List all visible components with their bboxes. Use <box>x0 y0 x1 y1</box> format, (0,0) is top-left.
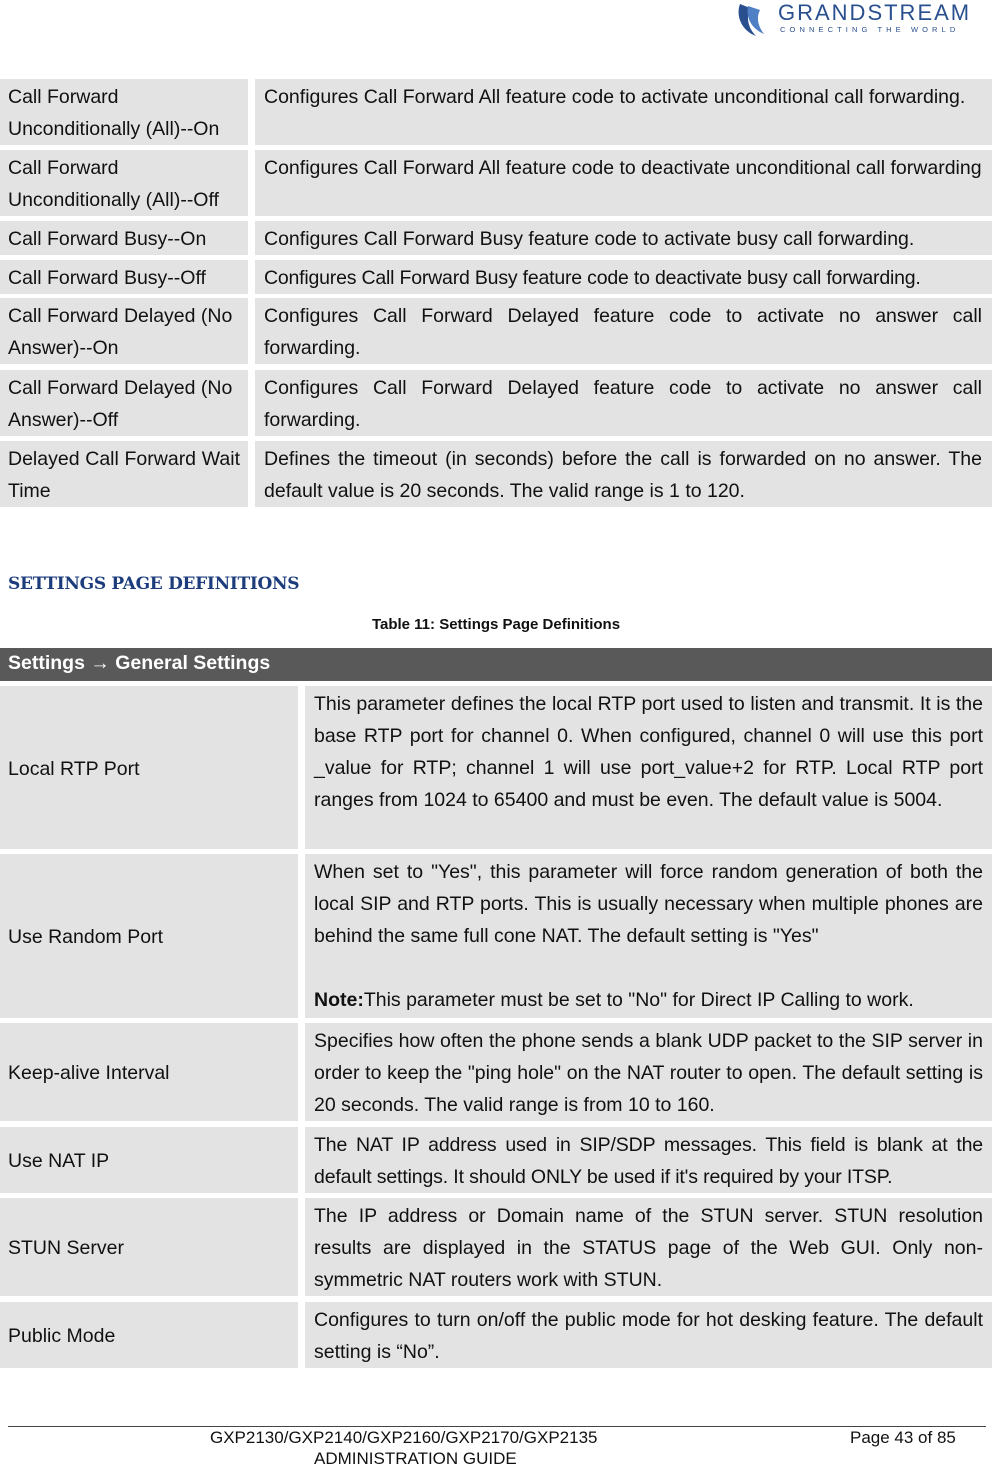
setting-name: Public Mode <box>8 1325 116 1347</box>
setting-name-cell <box>0 1198 298 1296</box>
setting-desc: The IP address or Domain name of the STUN server. STUN resolution results are displayed in the STATUS page of the Web GUI. Only non-symmetric NAT routers work with STUN. <box>305 1198 992 1296</box>
table-row <box>0 221 992 255</box>
param-name: Call Forward Busy--Off <box>0 260 248 294</box>
table-caption: Table 11: Settings Page Definitions <box>371 616 621 633</box>
param-desc: Configures Call Forward Busy feature code to activate busy call forwarding. <box>255 221 992 255</box>
setting-name: STUN Server <box>8 1237 124 1259</box>
table-row <box>0 260 992 294</box>
table-row <box>0 854 992 1018</box>
setting-name-cell <box>0 1127 298 1193</box>
param-name: Call Forward Unconditionally (All)--On <box>0 79 248 145</box>
setting-desc: Configures to turn on/off the public mode for hot desking feature. The default setting is “No”. <box>305 1302 992 1368</box>
footer-models: GXP2130/GXP2140/GXP2160/GXP2170/GXP2135 <box>210 1428 598 1447</box>
grandstream-swoosh-icon <box>734 0 774 40</box>
table-row <box>0 298 992 364</box>
table-row <box>0 1302 992 1368</box>
setting-desc: Specifies how often the phone sends a blank UDP packet to the SIP server in order to keep the "ping hole" on the NAT router to open. The default setting is 20 seconds. The valid range is from 10 to 160. <box>305 1023 992 1121</box>
brand-name: GRANDSTREAM <box>778 0 972 25</box>
param-desc: Configures Call Forward Delayed feature code to activate no answer call forwarding. <box>255 298 992 364</box>
setting-name-cell <box>0 854 298 1018</box>
setting-desc: When set to "Yes", this parameter will force random generation of both the local SIP and RTP ports. This is usually necessary when multiple phones are behind the same full cone NAT. The default setting is "Yes" <box>314 861 983 947</box>
footer-guide: ADMINISTRATION GUIDE <box>314 1449 517 1468</box>
setting-name: Local RTP Port <box>8 757 140 780</box>
table-row <box>0 441 992 507</box>
setting-name-cell <box>0 686 298 849</box>
table-row <box>0 1198 992 1296</box>
setting-name: Use NAT IP <box>8 1150 110 1172</box>
table-header: Settings → General Settings <box>0 648 992 681</box>
param-desc: Configures Call Forward All feature code to deactivate unconditional call forwarding <box>255 150 992 216</box>
table-row <box>0 79 992 145</box>
setting-name-cell <box>0 1023 298 1121</box>
param-desc: Configures Call Forward Busy feature code to deactivate busy call forwarding. <box>255 260 992 294</box>
setting-desc: The NAT IP address used in SIP/SDP messages. This field is blank at the default settings. It should ONLY be used if it's required by your ITSP. <box>305 1127 992 1193</box>
table-row <box>0 1023 992 1121</box>
setting-name: Use Random Port <box>8 926 163 948</box>
param-name: Call Forward Unconditionally (All)--Off <box>0 150 248 216</box>
brand-tagline: CONNECTING THE WORLD <box>780 25 960 34</box>
setting-desc-cell <box>305 854 992 1018</box>
setting-name: Keep-alive Interval <box>8 1062 170 1084</box>
note-text: This parameter must be set to "No" for Direct IP Calling to work. <box>363 989 914 1011</box>
setting-desc: This parameter defines the local RTP port used to listen and transmit. It is the base RTP port for channel 0. When configured, channel 0 will use this port _value for RTP; channel 1 will use port_value+2 for RTP. Local RTP port ranges from 1024 to 65400 and must be even. The default value is 5004. <box>305 686 992 849</box>
table-row <box>0 370 992 436</box>
table-row <box>0 686 992 849</box>
grandstream-logo <box>734 0 986 40</box>
section-title: SETTINGS PAGE DEFINITIONS <box>8 574 300 594</box>
setting-name-cell <box>0 1302 298 1368</box>
param-name: Call Forward Delayed (No Answer)--On <box>0 298 248 364</box>
setting-note <box>314 984 983 1016</box>
table-row <box>0 1127 992 1193</box>
footer-divider <box>8 1426 986 1427</box>
table-row <box>0 150 992 216</box>
param-desc: Configures Call Forward Delayed feature code to activate no answer call forwarding. <box>255 370 992 436</box>
param-desc: Configures Call Forward All feature code to activate unconditional call forwarding. <box>255 79 992 145</box>
param-name: Delayed Call Forward Wait Time <box>0 441 248 507</box>
param-name: Call Forward Delayed (No Answer)--Off <box>0 370 248 436</box>
note-label: Note: <box>314 989 364 1011</box>
param-desc: Defines the timeout (in seconds) before the call is forwarded on no answer. The default value is 20 seconds. The valid range is 1 to 120. <box>255 441 992 507</box>
page-number: Page 43 of 85 <box>850 1428 956 1447</box>
param-name: Call Forward Busy--On <box>0 221 248 255</box>
